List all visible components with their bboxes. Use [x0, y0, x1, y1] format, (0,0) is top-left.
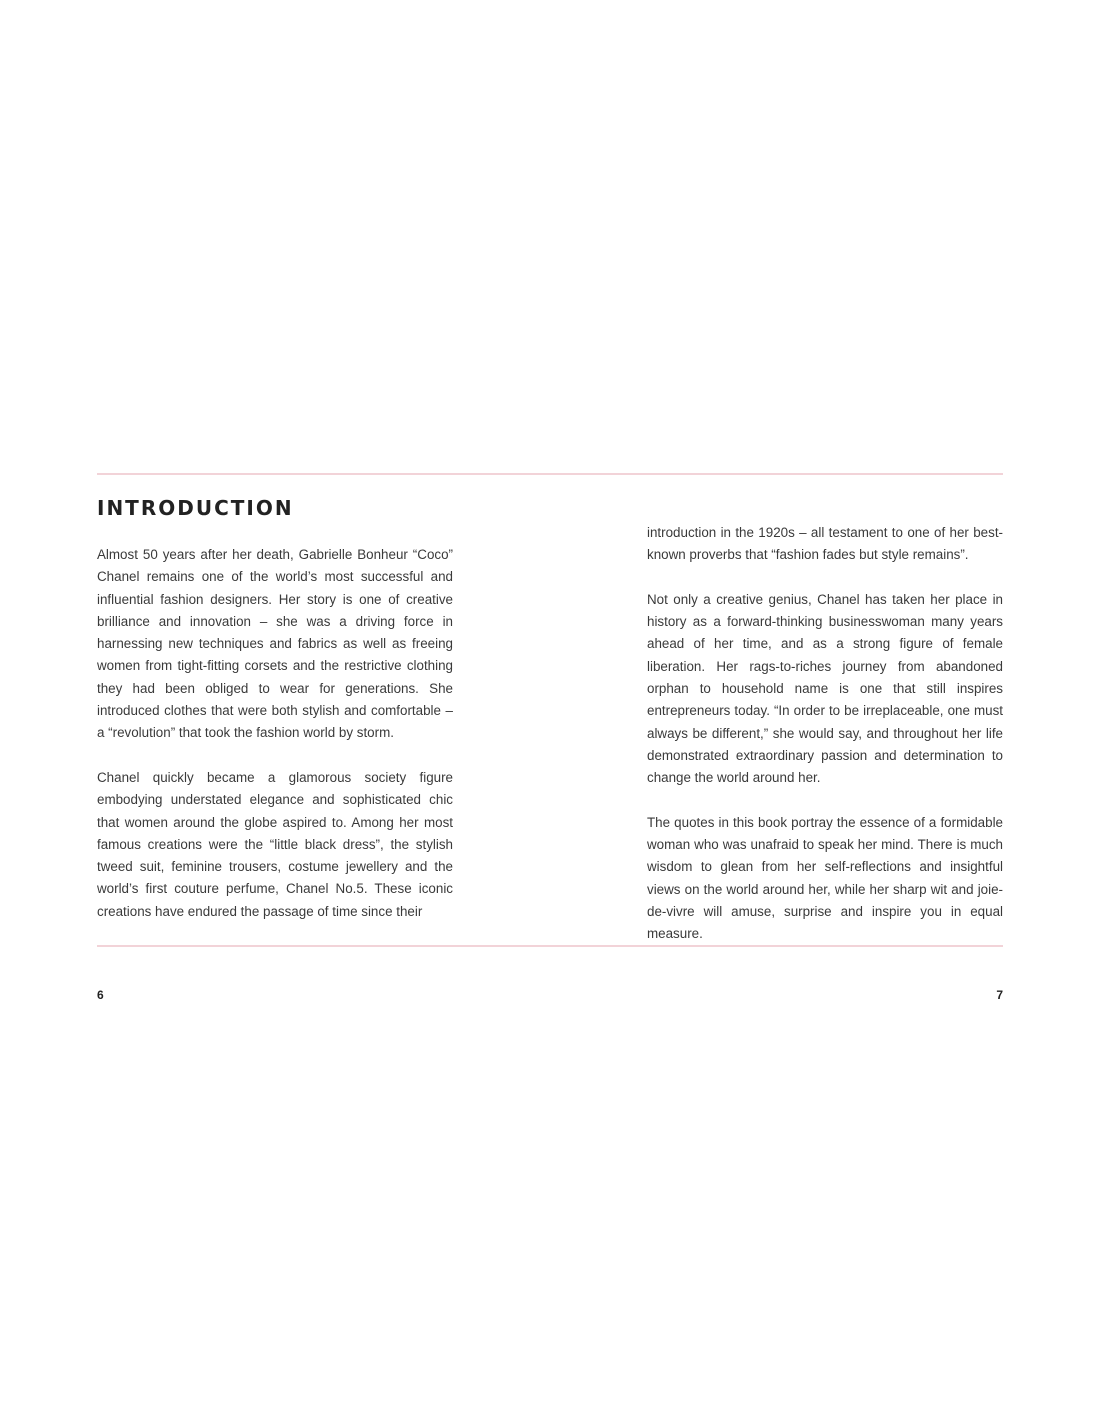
paragraph: The quotes in this book portray the essence of a formidable woman who was unafraid to speak her mind. There is much wisdom to glean from her self-reflections and insightful views on the world around her, while her sharp wit and joie-de-vivre will amuse, surprise and inspire you in equal measure.	[647, 814, 1003, 942]
paragraph: Not only a creative genius, Chanel has taken her place in history as a forward-thinking businesswoman many years ahead of her time, and as a strong figure of female liberation. Her rags-to-riches journey from abandoned orphan to household name is one that still inspires entrepreneurs today. “In order to be irreplaceable, one must always be different,” she would say, and throughout her life demonstrated extraordinary passion and determination to change the world around her.	[647, 591, 1003, 786]
paragraph: Almost 50 years after her death, Gabrielle Bonheur “Coco” Chanel remains one of the world’s most successful and influential fashion designers. Her story is one of creative brilliance and innovation – she was a driving force in harnessing new techniques and fabrics as well as freeing women from tight-fitting corsets and the restrictive clothing they had been obliged to wear for generations. She introduced clothes that were both stylish and comfortable – a “revolution” that took the fashion world by storm.	[97, 547, 453, 741]
page-number-left: 6	[97, 988, 104, 1002]
paragraph: Chanel quickly became a glamorous society figure embodying understated elegance and sophisticated chic that women around the globe aspired to. Among her most famous creations were the “little black dress”, the stylish tweed suit, feminine trousers, costume jewellery and the world’s first couture perfume, Chanel No.5. These iconic creations have endured the passage of time since their	[97, 769, 453, 919]
top-divider	[97, 473, 1003, 475]
bottom-divider	[97, 945, 1003, 947]
section-heading: INTRODUCTION	[97, 496, 294, 520]
paragraph: introduction in the 1920s – all testament to one of her best-known proverbs that “fashion fades but style remains”.	[647, 525, 1003, 563]
right-column	[647, 522, 1003, 968]
page-number-right: 7	[996, 988, 1003, 1002]
left-column	[97, 544, 453, 945]
